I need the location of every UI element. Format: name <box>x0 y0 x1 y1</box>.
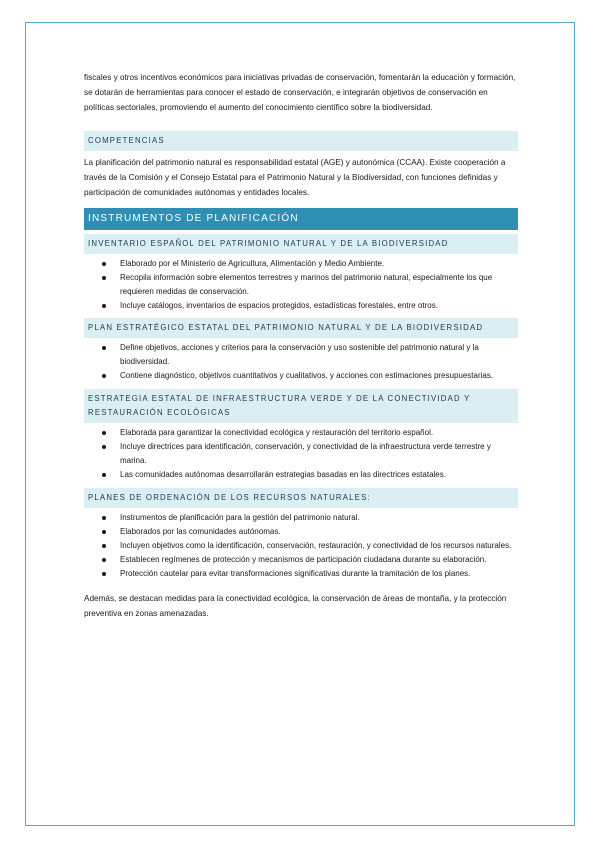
list-item-text: Protección cautelar para evitar transformaciones significativas durante la tramitación de los planes. <box>120 569 471 578</box>
list-item <box>84 511 518 525</box>
list-item-text: Incluye directrices para identificación, conservación, y conectividad de la infraestructura verde terrestre y marina. <box>120 442 491 465</box>
bullet-list-planes-ordenacion <box>84 511 518 581</box>
list-item-text: Elaborada para garantizar la conectividad ecológica y restauración del territorio español. <box>120 428 434 437</box>
list-item-text: Instrumentos de planificación para la gestión del patrimonio natural. <box>120 513 360 522</box>
list-item-text: Las comunidades autónomas desarrollarán estrategias basadas en las directrices estatales. <box>120 470 446 479</box>
list-item <box>84 553 518 567</box>
section-heading-infraestructura-verde: ESTRATEGIA ESTATAL DE INFRAESTRUCTURA VERDE Y DE LA CONECTIVIDAD Y RESTAURACIÓN ECOLÓGICAS <box>84 389 518 423</box>
bullet-icon <box>102 558 106 562</box>
bullet-icon <box>102 572 106 576</box>
list-item <box>84 369 518 383</box>
bullet-icon <box>102 544 106 548</box>
section-heading-plan-estrategico: PLAN ESTRATÉGICO ESTATAL DEL PATRIMONIO NATURAL Y DE LA BIODIVERSIDAD <box>84 318 518 338</box>
section-heading-planes-ordenacion: PLANES DE ORDENACIÓN DE LOS RECURSOS NATURALES: <box>84 488 518 508</box>
bullet-icon <box>102 530 106 534</box>
list-item <box>84 440 518 468</box>
document-body <box>84 70 518 621</box>
bullet-icon <box>102 516 106 520</box>
list-item-text: Incluye catálogos, inventarios de espacios protegidos, estadísticas forestales, entre otros. <box>120 301 438 310</box>
competencias-paragraph: La planificación del patrimonio natural es responsabilidad estatal (AGE) y autonómica (CCAA). Existe cooperación a través de la Comisión y el Consejo Estatal para el Patrimonio Natural y la Biodiversidad, con funciones definidas y participación de comunidades autónomas y entidades locales. <box>84 158 506 197</box>
list-item <box>84 271 518 299</box>
bullet-icon <box>102 473 106 477</box>
intro-paragraph: fiscales y otros incentivos económicos para iniciativas privadas de conservación, fomentarán la educación y formación, se dotarán de herramientas para conocer el estado de conservación, e integrarán objetivos de conservación en políticas sectoriales, promoviendo el aumento del conocimiento científico sobre la biodiversidad. <box>84 73 516 112</box>
instrumentos-heading: INSTRUMENTOS DE PLANIFICACIÓN <box>84 208 518 230</box>
list-item <box>84 257 518 271</box>
bullet-icon <box>102 276 106 280</box>
list-item <box>84 426 518 440</box>
bullet-icon <box>102 262 106 266</box>
list-item <box>84 299 518 313</box>
list-item-text: Elaborado por el Ministerio de Agricultura, Alimentación y Medio Ambiente. <box>120 259 385 268</box>
bullet-icon <box>102 445 106 449</box>
list-item <box>84 525 518 539</box>
list-item <box>84 341 518 369</box>
bullet-list-inventario <box>84 257 518 313</box>
bullet-list-plan-estrategico <box>84 341 518 383</box>
bullet-list-infraestructura-verde <box>84 426 518 482</box>
list-item <box>84 539 518 553</box>
bullet-icon <box>102 431 106 435</box>
bullet-icon <box>102 374 106 378</box>
list-item-text: Elaborados por las comunidades autónomas. <box>120 527 281 536</box>
list-item <box>84 468 518 482</box>
competencias-heading: COMPETENCIAS <box>84 131 518 151</box>
list-item-text: Establecen regímenes de protección y mecanismos de participación ciudadana durante su elaboración. <box>120 555 487 564</box>
section-heading-inventario: INVENTARIO ESPAÑOL DEL PATRIMONIO NATURAL Y DE LA BIODIVERSIDAD <box>84 234 518 254</box>
list-item-text: Incluyen objetivos como la identificación, conservación, restauración, y conectividad de los recursos naturales. <box>120 541 512 550</box>
closing-paragraph: Además, se destacan medidas para la conectividad ecológica, la conservación de áreas de montaña, y la protección preventiva en zonas amenazadas. <box>84 594 507 618</box>
list-item-text: Define objetivos, acciones y criterios para la conservación y uso sostenible del patrimonio natural y la biodiversidad. <box>120 343 479 366</box>
list-item-text: Recopila información sobre elementos terrestres y marinos del patrimonio natural, especialmente los que requieren medidas de conservación. <box>120 273 493 296</box>
list-item <box>84 567 518 581</box>
bullet-icon <box>102 346 106 350</box>
list-item-text: Contiene diagnóstico, objetivos cuantitativos y cualitativos, y acciones con estimaciones presupuestarias. <box>120 371 494 380</box>
bullet-icon <box>102 304 106 308</box>
